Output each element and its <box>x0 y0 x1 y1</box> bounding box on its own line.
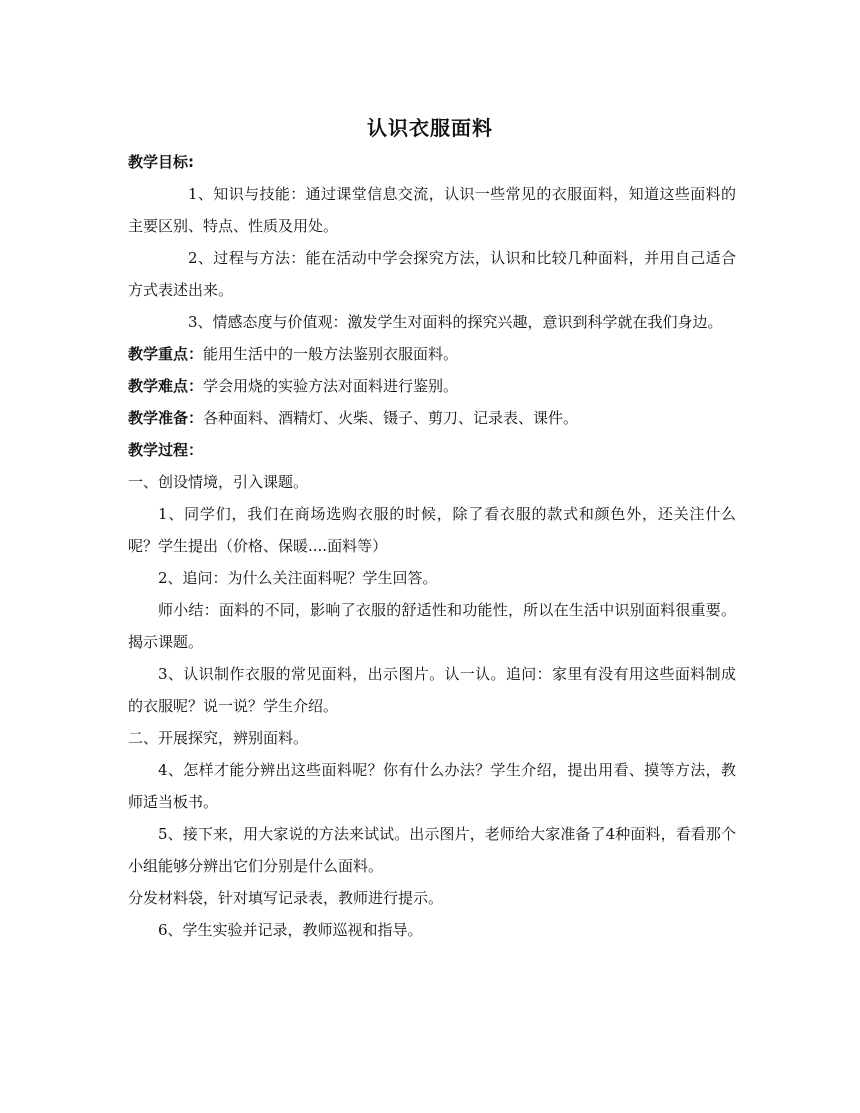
difficulty-text: 学会用烧的实验方法对面料进行鉴别。 <box>203 377 459 395</box>
section-heading: 二、开展探究，辨别面料。 <box>128 729 309 747</box>
goal-item: 2、过程与方法：能在活动中学会探究方法，认识和比较几种面料，并用自己适合方式表述出来。 <box>128 249 736 299</box>
prep-text: 各种面料、酒精灯、火柴、镊子、剪刀、记录表、课件。 <box>203 409 579 427</box>
process-item: 6、学生实验并记录，教师巡视和指导。 <box>158 921 423 939</box>
key-point-line <box>128 338 736 370</box>
process-note: 分发材料袋，针对填写记录表，教师进行提示。 <box>128 889 444 907</box>
key-point-label: 教学重点： <box>128 345 204 363</box>
page-title: 认识衣服面料 <box>367 116 493 140</box>
goals-heading: 教学目标: <box>128 153 194 171</box>
process-item: 2、追问：为什么关注面料呢？学生回答。 <box>158 569 438 587</box>
process-item: 3、认识制作衣服的常见面料，出示图片。认一认。追问：家里有没有用这些面料制成的衣服呢？说一说？学生介绍。 <box>128 665 736 715</box>
difficulty-line <box>128 370 736 402</box>
goal-item: 3、情感态度与价值观：激发学生对面料的探究兴趣，意识到科学就在我们身边。 <box>188 313 723 331</box>
document-body <box>128 146 736 946</box>
process-item: 师小结：面料的不同，影响了衣服的舒适性和功能性，所以在生活中识别面料很重要。揭示课题。 <box>128 601 736 651</box>
key-point-text: 能用生活中的一般方法鉴别衣服面料。 <box>203 345 459 363</box>
goal-item: 1、知识与技能：通过课堂信息交流，认识一些常见的衣服面料，知道这些面料的主要区别、特点、性质及用处。 <box>128 185 736 235</box>
process-item: 5、接下来，用大家说的方法来试试。出示图片，老师给大家准备了4种面料，看看那个小组能够分辨出它们分别是什么面料。 <box>128 825 736 875</box>
process-heading: 教学过程： <box>128 441 204 459</box>
prep-label: 教学准备： <box>128 409 204 427</box>
process-item: 4、怎样才能分辨出这些面料呢？你有什么办法？学生介绍，提出用看、摸等方法，教师适当板书。 <box>128 761 736 811</box>
difficulty-label: 教学难点： <box>128 377 204 395</box>
prep-line <box>128 402 736 434</box>
section-heading: 一、创设情境，引入课题。 <box>128 473 309 491</box>
process-item: 1、同学们，我们在商场选购衣服的时候，除了看衣服的款式和颜色外，还关注什么呢？学生提出（价格、保暖....面料等） <box>128 505 736 555</box>
